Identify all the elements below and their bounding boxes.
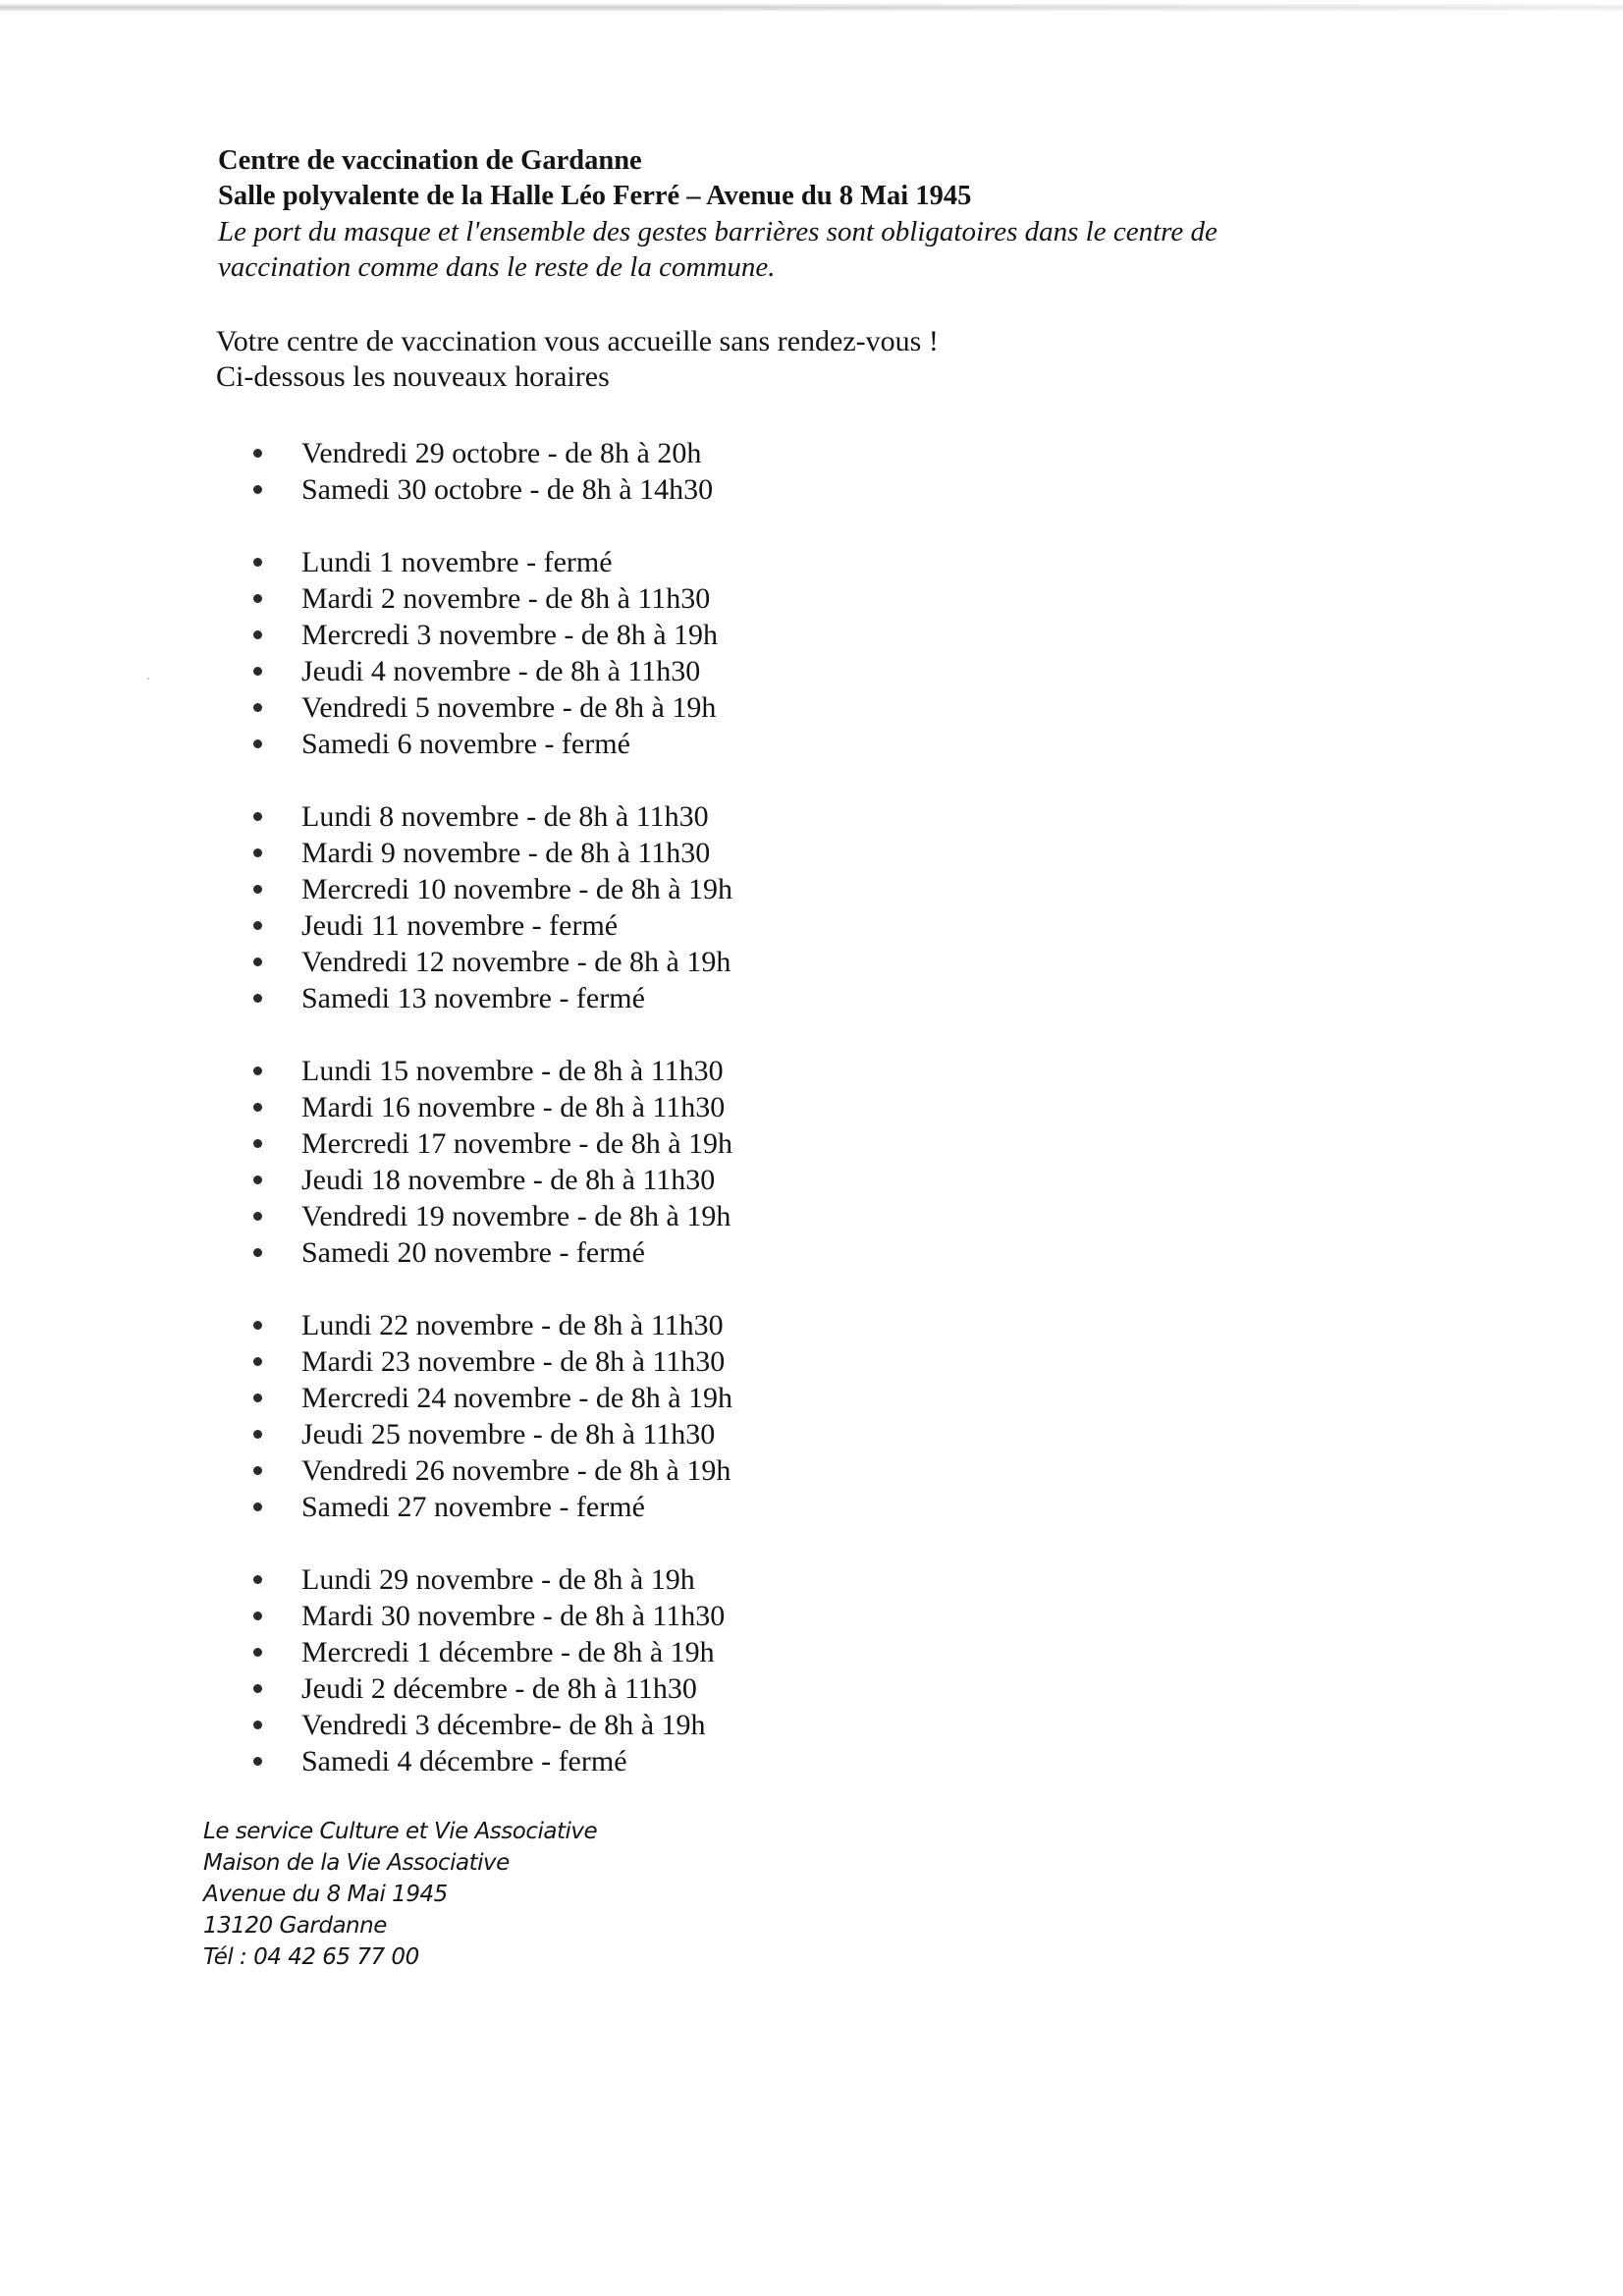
schedule-item-text: Jeudi 18 novembre - de 8h à 11h30 — [301, 1163, 716, 1196]
schedule-item-text: Lundi 8 novembre - de 8h à 11h30 — [301, 799, 709, 833]
schedule-item-text: Lundi 22 novembre - de 8h à 11h30 — [301, 1308, 724, 1341]
footer-service: Le service Culture et Vie Associative — [203, 1819, 598, 1844]
schedule-item — [253, 1380, 1235, 1416]
bullet-icon — [253, 1575, 262, 1584]
schedule-item-text: Vendredi 3 décembre- de 8h à 19h — [301, 1708, 706, 1741]
bullet-icon — [253, 957, 262, 966]
footer-phone: Tél : 04 42 65 77 00 — [203, 1944, 419, 1970]
footer-building: Maison de la Vie Associative — [203, 1850, 510, 1876]
document-title: Centre de vaccination de Gardanne — [218, 145, 642, 176]
schedule-item — [253, 1452, 1235, 1489]
schedule-item — [253, 1598, 1235, 1634]
scan-top-edge-fade — [687, 4, 1623, 11]
bullet-icon — [253, 1248, 262, 1257]
document-header — [218, 143, 1396, 285]
mask-notice-line-2: vaccination comme dans le reste de la commune. — [218, 251, 776, 283]
bullet-icon — [253, 1612, 262, 1620]
bullet-icon — [253, 812, 262, 821]
bullet-icon — [253, 558, 262, 567]
schedule-week — [253, 1561, 1235, 1779]
bullet-icon — [253, 630, 262, 639]
bullet-icon — [253, 1648, 262, 1657]
bullet-icon — [253, 921, 262, 930]
schedule-item — [253, 1089, 1235, 1125]
schedule-item-text: Mardi 23 novembre - de 8h à 11h30 — [301, 1344, 726, 1378]
schedule-item — [253, 689, 1235, 726]
schedule-item — [253, 617, 1235, 653]
schedule-item — [253, 1343, 1235, 1380]
schedule-item-text: Jeudi 4 novembre - de 8h à 11h30 — [301, 654, 701, 687]
bullet-icon — [253, 1684, 262, 1693]
schedule-item — [253, 944, 1235, 980]
bullet-icon — [253, 667, 262, 676]
bullet-icon — [253, 449, 262, 458]
schedule-list — [253, 435, 1235, 1816]
schedule-item-text: Vendredi 5 novembre - de 8h à 19h — [301, 690, 717, 724]
schedule-item-text: Jeudi 11 novembre - fermé — [301, 908, 619, 942]
bullet-icon — [253, 1212, 262, 1221]
bullet-icon — [253, 885, 262, 894]
schedule-item-text: Lundi 29 novembre - de 8h à 19h — [301, 1562, 695, 1596]
schedule-item-text: Mardi 16 novembre - de 8h à 11h30 — [301, 1090, 726, 1123]
bullet-icon — [253, 848, 262, 857]
schedule-item — [253, 580, 1235, 617]
bullet-icon — [253, 485, 262, 494]
bullet-icon — [253, 1175, 262, 1184]
contact-footer — [203, 1816, 989, 1973]
schedule-item — [253, 471, 1235, 508]
schedule-week — [253, 435, 1235, 508]
schedule-item-text: Vendredi 19 novembre - de 8h à 19h — [301, 1199, 731, 1232]
schedule-item-text: Samedi 13 novembre - fermé — [301, 981, 645, 1014]
intro-line-2: Ci-dessous les nouveaux horaires — [216, 360, 610, 393]
document-location: Salle polyvalente de la Halle Léo Ferré – Avenue du 8 Mai 1945 — [218, 181, 972, 211]
schedule-item-text: Vendredi 12 novembre - de 8h à 19h — [301, 945, 731, 978]
schedule-item — [253, 1707, 1235, 1743]
bullet-icon — [253, 594, 262, 603]
schedule-item-text: Mardi 2 novembre - de 8h à 11h30 — [301, 581, 711, 615]
schedule-item-text: Lundi 1 novembre - fermé — [301, 545, 613, 578]
schedule-item-text: Samedi 27 novembre - fermé — [301, 1490, 645, 1523]
schedule-item — [253, 1053, 1235, 1089]
schedule-item — [253, 1234, 1235, 1271]
schedule-item-text: Mardi 9 novembre - de 8h à 11h30 — [301, 836, 711, 869]
bullet-icon — [253, 1503, 262, 1511]
schedule-item-text: Jeudi 2 décembre - de 8h à 11h30 — [301, 1671, 697, 1705]
bullet-icon — [253, 739, 262, 748]
bullet-icon — [253, 1466, 262, 1475]
schedule-item — [253, 1489, 1235, 1525]
schedule-item-text: Samedi 20 novembre - fermé — [301, 1235, 645, 1269]
schedule-item — [253, 1162, 1235, 1198]
schedule-item — [253, 1634, 1235, 1670]
mask-notice-line-1: Le port du masque et l'ensemble des gestes barrières sont obligatoires dans le centre de — [218, 216, 1217, 247]
schedule-item-text: Samedi 4 décembre - fermé — [301, 1744, 627, 1777]
schedule-item-text: Vendredi 29 octobre - de 8h à 20h — [301, 436, 702, 469]
scan-speck — [147, 678, 149, 680]
bullet-icon — [253, 703, 262, 712]
bullet-icon — [253, 1757, 262, 1766]
schedule-item — [253, 798, 1235, 835]
bullet-icon — [253, 1139, 262, 1148]
schedule-item-text: Mercredi 24 novembre - de 8h à 19h — [301, 1381, 733, 1414]
schedule-item-text: Mercredi 17 novembre - de 8h à 19h — [301, 1126, 733, 1160]
schedule-item — [253, 907, 1235, 944]
schedule-item-text: Mercredi 10 novembre - de 8h à 19h — [301, 872, 733, 905]
schedule-item-text: Lundi 15 novembre - de 8h à 11h30 — [301, 1054, 724, 1087]
bullet-icon — [253, 1430, 262, 1439]
schedule-item — [253, 1307, 1235, 1343]
schedule-item-text: Samedi 6 novembre - fermé — [301, 727, 630, 760]
schedule-item — [253, 871, 1235, 907]
bullet-icon — [253, 994, 262, 1003]
schedule-item — [253, 1670, 1235, 1707]
schedule-item — [253, 1561, 1235, 1598]
bullet-icon — [253, 1321, 262, 1330]
bullet-icon — [253, 1394, 262, 1402]
footer-street: Avenue du 8 Mai 1945 — [203, 1882, 448, 1907]
schedule-item — [253, 1198, 1235, 1234]
intro-line-1: Votre centre de vaccination vous accueille sans rendez-vous ! — [216, 325, 939, 357]
schedule-item — [253, 1416, 1235, 1452]
bullet-icon — [253, 1103, 262, 1112]
schedule-week — [253, 798, 1235, 1016]
schedule-item-text: Mercredi 1 décembre - de 8h à 19h — [301, 1635, 715, 1668]
schedule-item — [253, 726, 1235, 762]
bullet-icon — [253, 1357, 262, 1366]
schedule-item — [253, 835, 1235, 871]
schedule-item-text: Samedi 30 octobre - de 8h à 14h30 — [301, 472, 714, 506]
bullet-icon — [253, 1066, 262, 1075]
schedule-week — [253, 1307, 1235, 1525]
schedule-item-text: Jeudi 25 novembre - de 8h à 11h30 — [301, 1417, 716, 1450]
footer-city: 13120 Gardanne — [203, 1913, 387, 1939]
schedule-item — [253, 653, 1235, 689]
schedule-item — [253, 1743, 1235, 1779]
schedule-item-text: Vendredi 26 novembre - de 8h à 19h — [301, 1453, 731, 1487]
schedule-item — [253, 435, 1235, 471]
schedule-item — [253, 544, 1235, 580]
intro — [216, 324, 1394, 395]
schedule-week — [253, 1053, 1235, 1271]
schedule-item — [253, 980, 1235, 1016]
schedule-item-text: Mercredi 3 novembre - de 8h à 19h — [301, 618, 719, 651]
schedule-item-text: Mardi 30 novembre - de 8h à 11h30 — [301, 1599, 726, 1632]
schedule-item — [253, 1125, 1235, 1162]
bullet-icon — [253, 1721, 262, 1729]
schedule-week — [253, 544, 1235, 762]
